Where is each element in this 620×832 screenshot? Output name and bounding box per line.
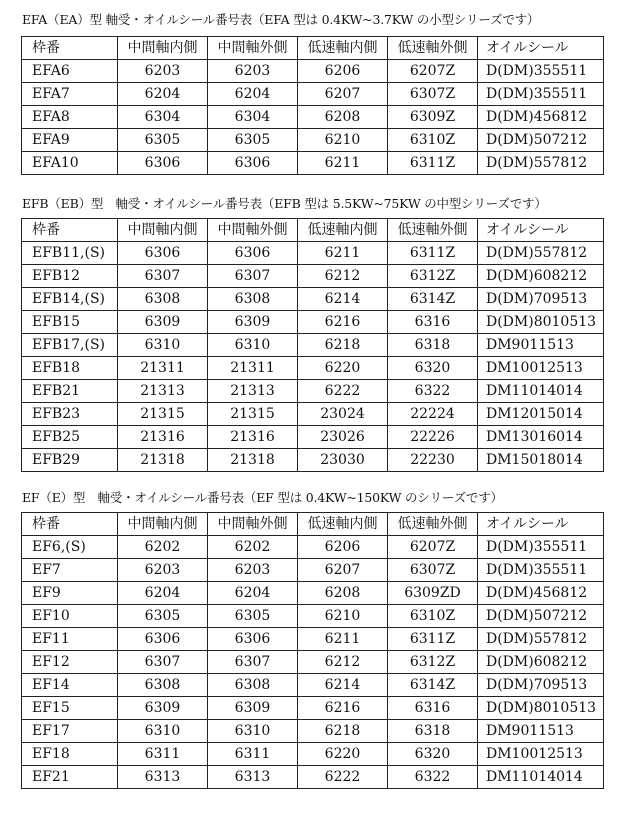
table-cell: D(DM)507212 bbox=[478, 129, 604, 152]
table-cell: 6306 bbox=[208, 628, 298, 651]
table-cell: 6202 bbox=[208, 536, 298, 559]
table-cell: 6206 bbox=[298, 60, 388, 83]
table-cell: DM9011513 bbox=[478, 720, 604, 743]
table-cell: EFB14,(S) bbox=[22, 288, 118, 311]
table-cell: EFB12 bbox=[22, 265, 118, 288]
table-cell: 6310 bbox=[208, 334, 298, 357]
table-cell: EFA8 bbox=[22, 106, 118, 129]
table-cell: 23026 bbox=[298, 426, 388, 449]
table-row bbox=[22, 743, 604, 766]
table-cell: EF21 bbox=[22, 766, 118, 789]
table-cell: 6211 bbox=[298, 242, 388, 265]
table-cell: 6203 bbox=[208, 60, 298, 83]
table-cell: 21315 bbox=[118, 403, 208, 426]
column-header: 低速軸外側 bbox=[388, 219, 478, 242]
table-cell: 22224 bbox=[388, 403, 478, 426]
table-cell: EFB21 bbox=[22, 380, 118, 403]
table-cell: 21316 bbox=[118, 426, 208, 449]
efa-caption: EFA（EA）型 軸受・オイルシール番号表（EFA 型は 0.4KW~3.7KW の小型シリーズです） bbox=[22, 12, 540, 27]
table-cell: 6220 bbox=[298, 743, 388, 766]
table-cell: 6314Z bbox=[388, 288, 478, 311]
table-cell: EFA10 bbox=[22, 152, 118, 175]
table-cell: D(DM)355511 bbox=[478, 536, 604, 559]
table-row bbox=[22, 674, 604, 697]
table-cell: 6308 bbox=[118, 288, 208, 311]
table-cell: EF9 bbox=[22, 582, 118, 605]
table-cell: 6207 bbox=[298, 559, 388, 582]
table-cell: 6307 bbox=[208, 265, 298, 288]
table-cell: 21311 bbox=[118, 357, 208, 380]
table-row bbox=[22, 651, 604, 674]
table-cell: 6304 bbox=[208, 106, 298, 129]
table-cell: 21313 bbox=[118, 380, 208, 403]
table-cell: D(DM)557812 bbox=[478, 152, 604, 175]
table-cell: 6313 bbox=[208, 766, 298, 789]
table-cell: 6313 bbox=[118, 766, 208, 789]
table-cell: 6305 bbox=[208, 129, 298, 152]
table-cell: 21315 bbox=[208, 403, 298, 426]
table-cell: 6211 bbox=[298, 628, 388, 651]
column-header: 中間軸内側 bbox=[118, 37, 208, 60]
table-cell: 6311Z bbox=[388, 152, 478, 175]
table-cell: D(DM)355511 bbox=[478, 60, 604, 83]
table-cell: 6307 bbox=[118, 265, 208, 288]
column-header: 低速軸内側 bbox=[298, 37, 388, 60]
table-cell: 6214 bbox=[298, 674, 388, 697]
table-cell: 6307 bbox=[118, 651, 208, 674]
table-cell: 6307Z bbox=[388, 559, 478, 582]
table-cell: 6207 bbox=[298, 83, 388, 106]
table-cell: 6220 bbox=[298, 357, 388, 380]
table-cell: DM9011513 bbox=[478, 334, 604, 357]
table-cell: DM15018014 bbox=[478, 449, 604, 472]
table-cell: 6222 bbox=[298, 766, 388, 789]
table-cell: 6314Z bbox=[388, 674, 478, 697]
table-cell: 6310Z bbox=[388, 129, 478, 152]
table-cell: EFB15 bbox=[22, 311, 118, 334]
table-cell: 6203 bbox=[208, 559, 298, 582]
column-header: オイルシール bbox=[478, 37, 604, 60]
table-cell: D(DM)709513 bbox=[478, 674, 604, 697]
column-header: オイルシール bbox=[478, 219, 604, 242]
table-cell: 6322 bbox=[388, 766, 478, 789]
table-cell: 6210 bbox=[298, 129, 388, 152]
table-cell: 6218 bbox=[298, 720, 388, 743]
table-cell: 6310 bbox=[118, 334, 208, 357]
table-cell: 6208 bbox=[298, 582, 388, 605]
table-row bbox=[22, 697, 604, 720]
table-cell: 6309 bbox=[208, 311, 298, 334]
table-cell: DM10012513 bbox=[478, 743, 604, 766]
table-cell: 6202 bbox=[118, 536, 208, 559]
table-cell: DM11014014 bbox=[478, 380, 604, 403]
column-header: 中間軸外側 bbox=[208, 37, 298, 60]
table-cell: EF6,(S) bbox=[22, 536, 118, 559]
table-cell: EF12 bbox=[22, 651, 118, 674]
table-cell: 6309 bbox=[208, 697, 298, 720]
table-cell: 6203 bbox=[118, 559, 208, 582]
table-cell: 6307Z bbox=[388, 83, 478, 106]
table-cell: DM11014014 bbox=[478, 766, 604, 789]
table-cell: EFB25 bbox=[22, 426, 118, 449]
table-cell: 6311Z bbox=[388, 628, 478, 651]
table-cell: 6212 bbox=[298, 265, 388, 288]
table-cell: 6320 bbox=[388, 357, 478, 380]
table-cell: EF10 bbox=[22, 605, 118, 628]
table-row bbox=[22, 559, 604, 582]
table-cell: 6305 bbox=[118, 129, 208, 152]
table-cell: EFB23 bbox=[22, 403, 118, 426]
table-cell: 23024 bbox=[298, 403, 388, 426]
table-cell: 6306 bbox=[118, 242, 208, 265]
table-cell: 6203 bbox=[118, 60, 208, 83]
table-cell: D(DM)355511 bbox=[478, 83, 604, 106]
table-cell: D(DM)557812 bbox=[478, 242, 604, 265]
table-cell: 6311 bbox=[118, 743, 208, 766]
table-cell: 6204 bbox=[208, 582, 298, 605]
table-cell: D(DM)709513 bbox=[478, 288, 604, 311]
table-cell: DM12015014 bbox=[478, 403, 604, 426]
table-cell: 6309 bbox=[118, 311, 208, 334]
efb-caption: EFB（EB）型 軸受・オイルシール番号表（EFB 型は 5.5KW~75KW の中型シリーズです） bbox=[22, 196, 547, 211]
table-cell: EF18 bbox=[22, 743, 118, 766]
table-row bbox=[22, 628, 604, 651]
table-cell: 22226 bbox=[388, 426, 478, 449]
column-header: 中間軸外側 bbox=[208, 219, 298, 242]
table-cell: DM13016014 bbox=[478, 426, 604, 449]
table-cell: 6306 bbox=[208, 152, 298, 175]
table-cell: 6204 bbox=[208, 83, 298, 106]
table-cell: 6204 bbox=[118, 582, 208, 605]
table-cell: EF11 bbox=[22, 628, 118, 651]
table-cell: 6214 bbox=[298, 288, 388, 311]
table-cell: EFA7 bbox=[22, 83, 118, 106]
table-cell: 6308 bbox=[208, 288, 298, 311]
table-cell: 6306 bbox=[118, 152, 208, 175]
table-cell: 6311 bbox=[208, 743, 298, 766]
table-cell: 6308 bbox=[118, 674, 208, 697]
column-header: 低速軸内側 bbox=[298, 513, 388, 536]
table-row bbox=[22, 536, 604, 559]
table-cell: 6222 bbox=[298, 380, 388, 403]
ef-caption: EF（E）型 軸受・オイルシール番号表（EF 型は 0.4KW~150KW のシリーズです） bbox=[22, 490, 503, 505]
table-cell: EF14 bbox=[22, 674, 118, 697]
table-cell: 6318 bbox=[388, 334, 478, 357]
table-cell: 6204 bbox=[118, 83, 208, 106]
table-cell: EF17 bbox=[22, 720, 118, 743]
table-cell: 21318 bbox=[208, 449, 298, 472]
table-cell: 6312Z bbox=[388, 265, 478, 288]
table-row bbox=[22, 720, 604, 743]
table-cell: 21316 bbox=[208, 426, 298, 449]
table-header-row bbox=[22, 513, 604, 536]
table-cell: 21318 bbox=[118, 449, 208, 472]
table-cell: 22230 bbox=[388, 449, 478, 472]
table-cell: 6306 bbox=[118, 628, 208, 651]
table-cell: 6211 bbox=[298, 152, 388, 175]
table-cell: 6320 bbox=[388, 743, 478, 766]
table-cell: EFB18 bbox=[22, 357, 118, 380]
table-row bbox=[22, 766, 604, 789]
table-cell: D(DM)608212 bbox=[478, 651, 604, 674]
table-cell: 6311Z bbox=[388, 242, 478, 265]
table-cell: 6206 bbox=[298, 536, 388, 559]
table-cell: 6305 bbox=[208, 605, 298, 628]
table-cell: D(DM)355511 bbox=[478, 559, 604, 582]
table-cell: EFA9 bbox=[22, 129, 118, 152]
table-cell: D(DM)557812 bbox=[478, 628, 604, 651]
ef-table bbox=[21, 512, 604, 789]
table-cell: DM10012513 bbox=[478, 357, 604, 380]
table-cell: EFB11,(S) bbox=[22, 242, 118, 265]
table-cell: EFB29 bbox=[22, 449, 118, 472]
table-cell: 6216 bbox=[298, 697, 388, 720]
table-cell: D(DM)456812 bbox=[478, 106, 604, 129]
table-cell: 6212 bbox=[298, 651, 388, 674]
table-cell: D(DM)608212 bbox=[478, 265, 604, 288]
table-cell: 6304 bbox=[118, 106, 208, 129]
table-cell: EFA6 bbox=[22, 60, 118, 83]
table-cell: 6210 bbox=[298, 605, 388, 628]
table-cell: 6310 bbox=[208, 720, 298, 743]
column-header: オイルシール bbox=[478, 513, 604, 536]
column-header: 中間軸外側 bbox=[208, 513, 298, 536]
column-header: 枠番 bbox=[22, 219, 118, 242]
table-row bbox=[22, 582, 604, 605]
table-cell: 6218 bbox=[298, 334, 388, 357]
table-cell: 6310 bbox=[118, 720, 208, 743]
table-cell: 6207Z bbox=[388, 60, 478, 83]
table-cell: 6207Z bbox=[388, 536, 478, 559]
table-cell: 6309 bbox=[118, 697, 208, 720]
table-cell: D(DM)8010513 bbox=[478, 697, 604, 720]
table-cell: 21313 bbox=[208, 380, 298, 403]
table-cell: 6309Z bbox=[388, 106, 478, 129]
table-cell: 6305 bbox=[118, 605, 208, 628]
table-cell: EFB17,(S) bbox=[22, 334, 118, 357]
table-cell: 6318 bbox=[388, 720, 478, 743]
table-cell: 6208 bbox=[298, 106, 388, 129]
table-row bbox=[22, 605, 604, 628]
column-header: 低速軸外側 bbox=[388, 37, 478, 60]
table-cell: 21311 bbox=[208, 357, 298, 380]
table-cell: 6307 bbox=[208, 651, 298, 674]
table-cell: D(DM)456812 bbox=[478, 582, 604, 605]
column-header: 枠番 bbox=[22, 37, 118, 60]
table-cell: 6308 bbox=[208, 674, 298, 697]
column-header: 中間軸内側 bbox=[118, 513, 208, 536]
column-header: 中間軸内側 bbox=[118, 219, 208, 242]
column-header: 低速軸内側 bbox=[298, 219, 388, 242]
column-header: 枠番 bbox=[22, 513, 118, 536]
table-cell: EF7 bbox=[22, 559, 118, 582]
table-cell: D(DM)8010513 bbox=[478, 311, 604, 334]
table-cell: 6316 bbox=[388, 311, 478, 334]
table-cell: 6316 bbox=[388, 697, 478, 720]
table-cell: 6309ZD bbox=[388, 582, 478, 605]
table-cell: 6310Z bbox=[388, 605, 478, 628]
table-cell: 23030 bbox=[298, 449, 388, 472]
table-cell: 6306 bbox=[208, 242, 298, 265]
column-header: 低速軸外側 bbox=[388, 513, 478, 536]
table-cell: 6322 bbox=[388, 380, 478, 403]
table-cell: D(DM)507212 bbox=[478, 605, 604, 628]
table-cell: 6312Z bbox=[388, 651, 478, 674]
table-cell: EF15 bbox=[22, 697, 118, 720]
table-cell: 6216 bbox=[298, 311, 388, 334]
